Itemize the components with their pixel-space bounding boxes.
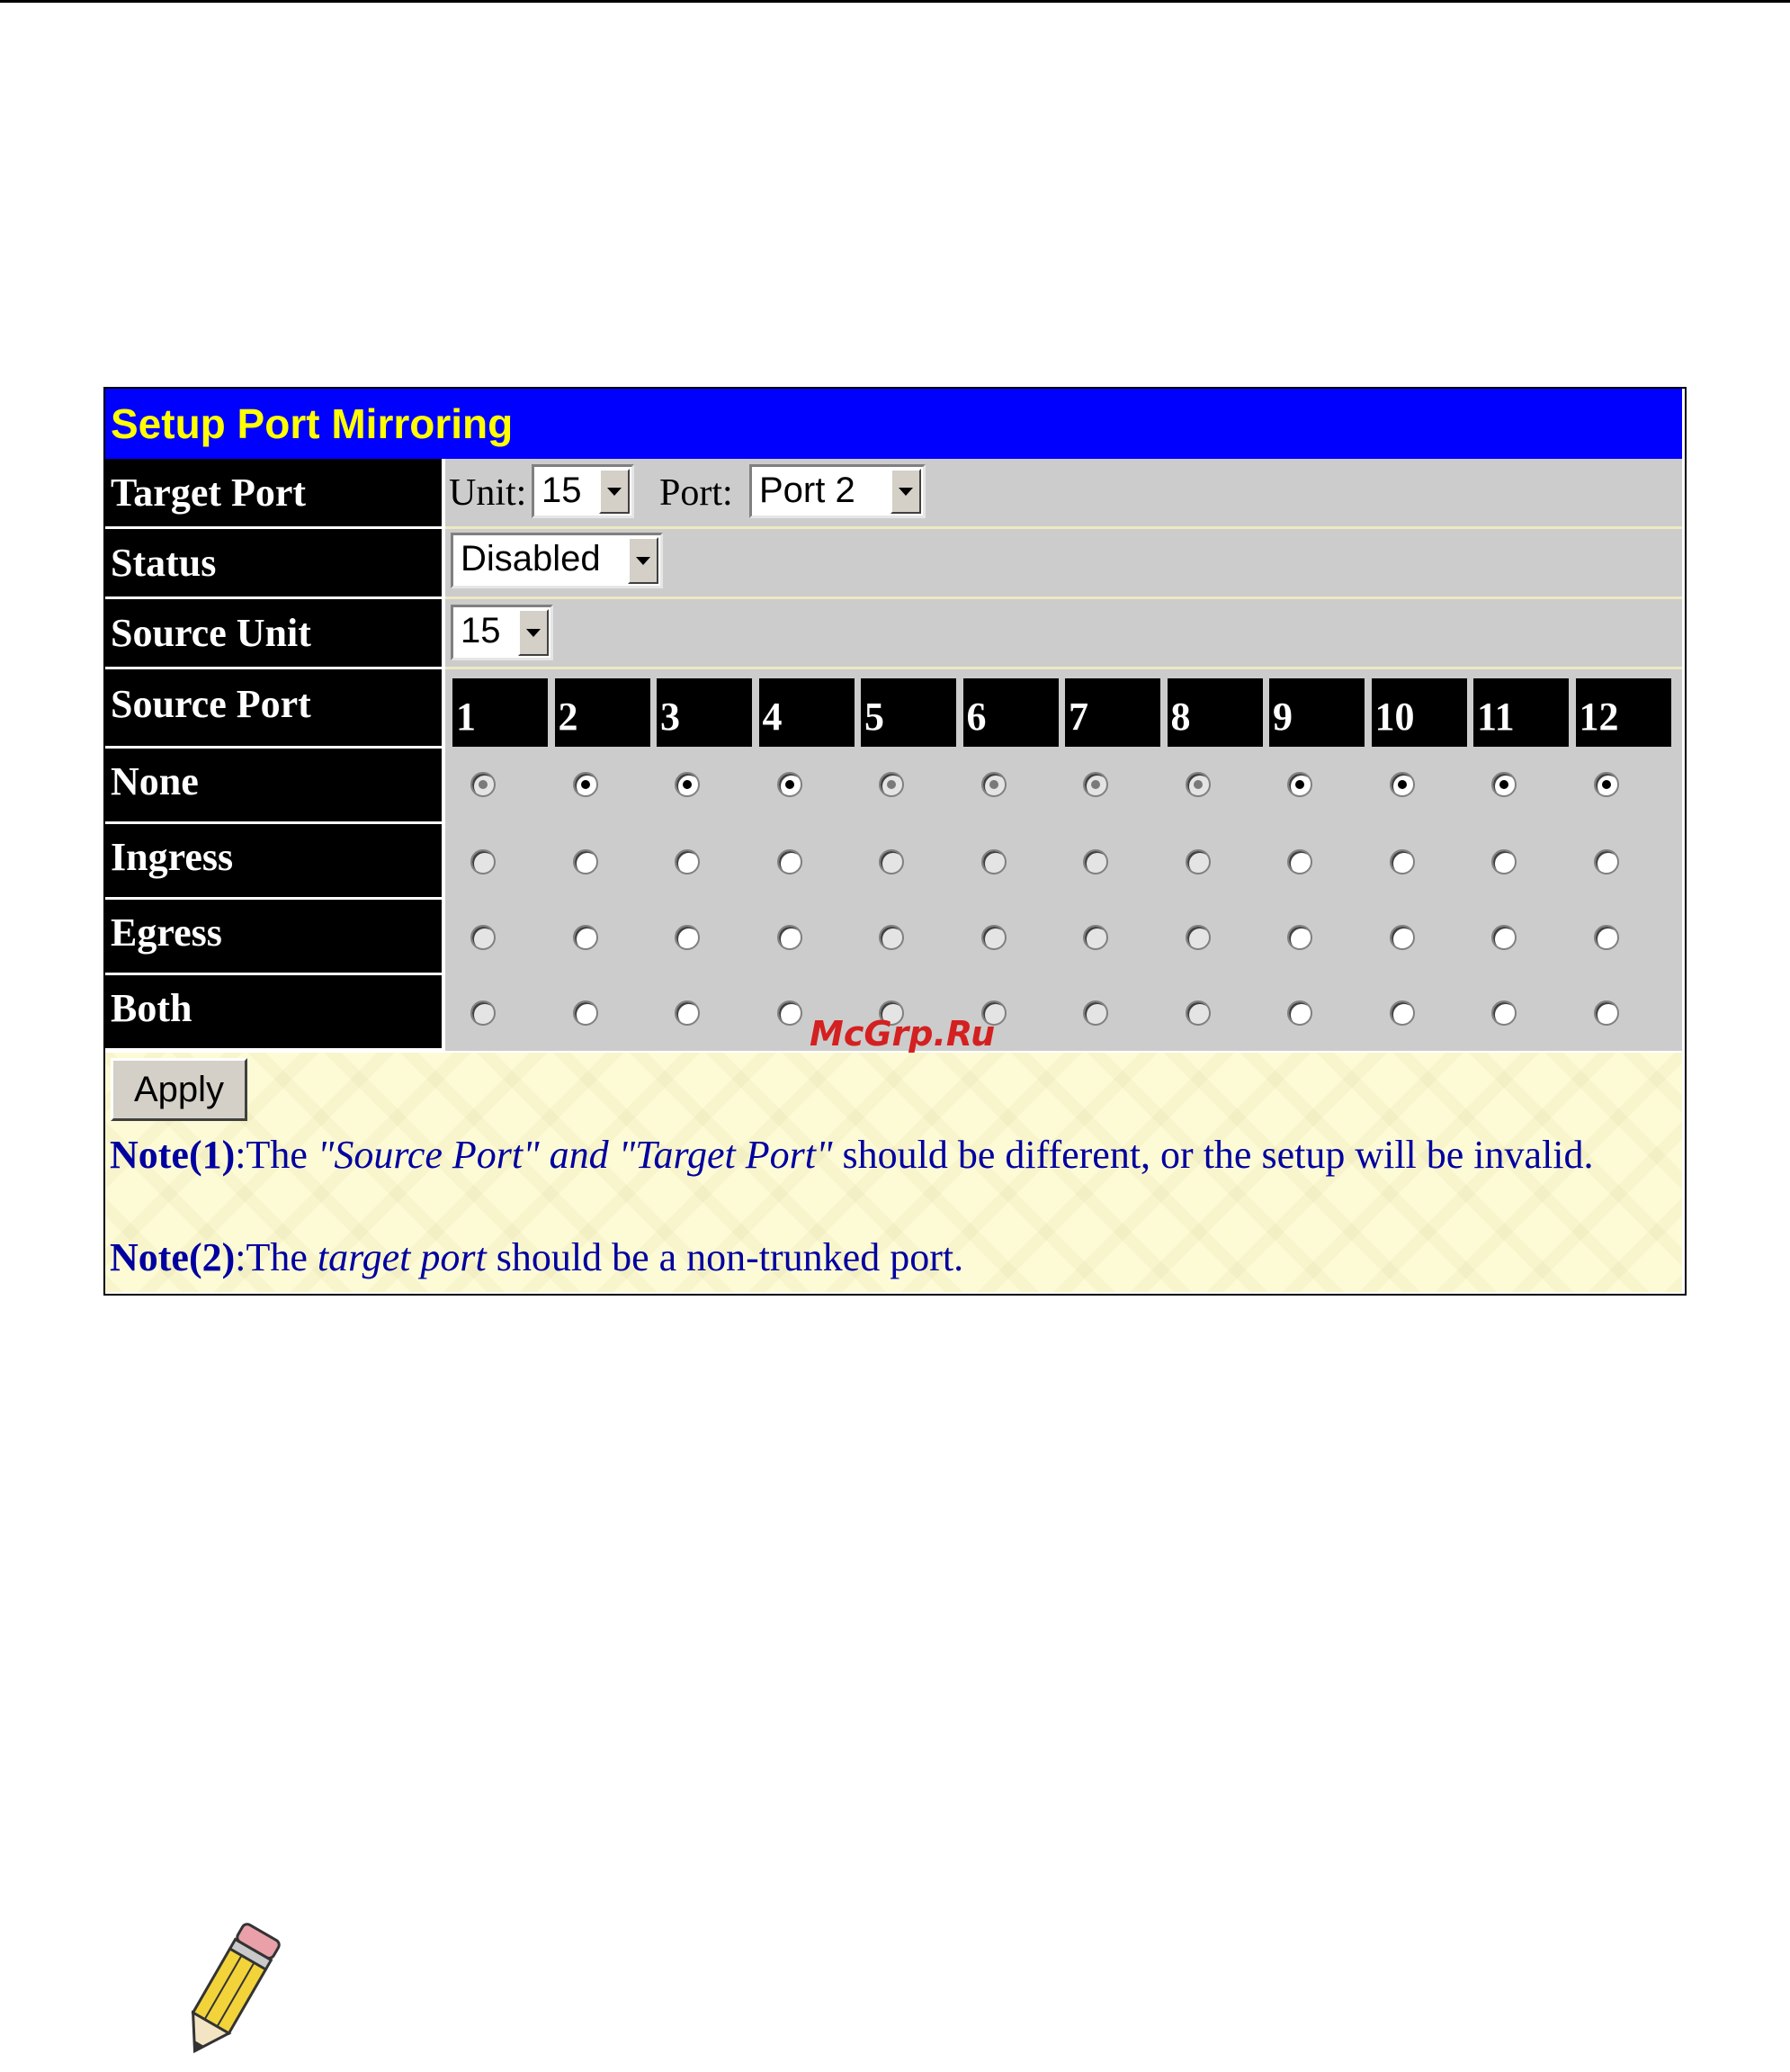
radio-none-port-2[interactable] [573, 772, 598, 797]
radio-egress-port-7[interactable] [1083, 925, 1108, 950]
port-header-3: 3 [657, 678, 752, 747]
status-value [445, 529, 1682, 599]
mode-row-ingress [105, 824, 1682, 900]
radio-ingress-port-8[interactable] [1186, 849, 1211, 875]
radio-egress-port-6[interactable] [981, 925, 1007, 950]
radio-selected-dot [1091, 780, 1100, 789]
radio-none-port-12[interactable] [1594, 772, 1619, 797]
radio-both-port-4[interactable] [777, 1000, 802, 1026]
radio-none-port-1[interactable] [470, 772, 496, 797]
radio-both-port-1[interactable] [470, 1000, 496, 1026]
target-port-value [445, 459, 1682, 529]
radio-ingress-port-6[interactable] [981, 849, 1007, 875]
mode-row-egress [105, 900, 1682, 975]
chevron-down-icon[interactable] [599, 469, 630, 514]
page-title: Setup Port Mirroring [105, 389, 1682, 459]
mode-radios-ingress [445, 824, 1682, 900]
radio-both-port-10[interactable] [1390, 1000, 1415, 1026]
note-1 [110, 1132, 1594, 1178]
radio-selected-dot [479, 780, 488, 789]
target-unit-value: 15 [541, 471, 582, 510]
port-header-6: 6 [963, 678, 1059, 747]
apply-button[interactable]: Apply [111, 1058, 247, 1121]
note-1-prefix: Note(1) [110, 1133, 236, 1177]
source-unit-label: Source Unit [105, 599, 442, 667]
radio-ingress-port-7[interactable] [1083, 849, 1108, 875]
target-port-select[interactable] [749, 464, 926, 518]
radio-none-port-7[interactable] [1083, 772, 1108, 797]
note-2 [110, 1234, 963, 1280]
note-1-text-b: should be different, or the setup will be invalid. [832, 1133, 1594, 1177]
radio-none-port-9[interactable] [1287, 772, 1312, 797]
radio-egress-port-8[interactable] [1186, 925, 1211, 950]
port-header-10: 10 [1372, 678, 1467, 747]
note-1-italic: "Source Port" and "Target Port" [317, 1133, 833, 1177]
mode-radios-both [445, 975, 1682, 1051]
mode-radios-egress [445, 900, 1682, 975]
radio-none-port-6[interactable] [981, 772, 1007, 797]
port-header-5: 5 [861, 678, 956, 747]
radio-none-port-3[interactable] [675, 772, 700, 797]
source-port-row [105, 669, 1682, 749]
target-port-row [105, 459, 1682, 529]
pencil-icon [169, 1915, 291, 2068]
status-label: Status [105, 529, 442, 596]
port-header-8: 8 [1168, 678, 1263, 747]
radio-egress-port-10[interactable] [1390, 925, 1415, 950]
radio-egress-port-1[interactable] [470, 925, 496, 950]
mode-label-none: None [105, 749, 442, 821]
radio-ingress-port-4[interactable] [777, 849, 802, 875]
radio-both-port-9[interactable] [1287, 1000, 1312, 1026]
note-1-text-a: :The [235, 1133, 318, 1177]
radio-both-port-12[interactable] [1594, 1000, 1619, 1026]
radio-none-port-11[interactable] [1491, 772, 1517, 797]
port-header-2: 2 [555, 678, 650, 747]
source-unit-value [445, 599, 1682, 669]
port-header-7: 7 [1065, 678, 1160, 747]
port-header-1: 1 [452, 678, 548, 747]
chevron-down-icon[interactable] [628, 537, 658, 584]
port-label: Port: [659, 472, 733, 514]
radio-none-port-8[interactable] [1186, 772, 1211, 797]
radio-ingress-port-1[interactable] [470, 849, 496, 875]
radio-both-port-2[interactable] [573, 1000, 598, 1026]
radio-selected-dot [581, 780, 590, 789]
note-2-text-a: :The [235, 1235, 318, 1279]
note-2-italic: target port [317, 1235, 487, 1279]
target-unit-select[interactable] [532, 464, 634, 518]
top-rule [0, 0, 1790, 3]
radio-both-port-3[interactable] [675, 1000, 700, 1026]
radio-ingress-port-10[interactable] [1390, 849, 1415, 875]
radio-none-port-10[interactable] [1390, 772, 1415, 797]
radio-egress-port-3[interactable] [675, 925, 700, 950]
radio-selected-dot [1499, 780, 1508, 789]
radio-ingress-port-5[interactable] [879, 849, 904, 875]
chevron-down-icon[interactable] [518, 609, 549, 656]
source-port-headers [445, 669, 1682, 749]
port-mirroring-panel [103, 387, 1687, 1296]
radio-none-port-4[interactable] [777, 772, 802, 797]
radio-selected-dot [1295, 780, 1304, 789]
mode-radios-none [445, 749, 1682, 824]
unit-label: Unit: [449, 472, 527, 514]
radio-selected-dot [887, 780, 896, 789]
port-header-12: 12 [1576, 678, 1671, 747]
radio-selected-dot [1398, 780, 1407, 789]
radio-selected-dot [683, 780, 692, 789]
radio-egress-port-12[interactable] [1594, 925, 1619, 950]
mode-label-both: Both [105, 975, 442, 1048]
radio-ingress-port-3[interactable] [675, 849, 700, 875]
radio-selected-dot [1194, 780, 1203, 789]
radio-egress-port-5[interactable] [879, 925, 904, 950]
radio-ingress-port-9[interactable] [1287, 849, 1312, 875]
radio-egress-port-2[interactable] [573, 925, 598, 950]
port-header-9: 9 [1269, 678, 1365, 747]
note-2-text-b: should be a non-trunked port. [486, 1235, 964, 1279]
watermark: McGrp.Ru [810, 1014, 996, 1054]
mode-label-egress: Egress [105, 900, 442, 973]
source-unit-select-value: 15 [461, 611, 501, 650]
source-unit-select[interactable] [451, 605, 553, 660]
port-header-11: 11 [1473, 678, 1569, 747]
radio-ingress-port-2[interactable] [573, 849, 598, 875]
radio-egress-port-4[interactable] [777, 925, 802, 950]
radio-egress-port-9[interactable] [1287, 925, 1312, 950]
target-port-label: Target Port [105, 459, 442, 526]
radio-both-port-8[interactable] [1186, 1000, 1211, 1026]
status-select-value: Disabled [461, 539, 601, 579]
radio-selected-dot [785, 780, 794, 789]
radio-ingress-port-12[interactable] [1594, 849, 1619, 875]
mode-row-none [105, 749, 1682, 824]
radio-selected-dot [989, 780, 998, 789]
mode-label-ingress: Ingress [105, 824, 442, 897]
radio-egress-port-11[interactable] [1491, 925, 1517, 950]
footer [105, 1053, 1682, 1292]
status-select[interactable] [451, 533, 663, 588]
target-port-select-value: Port 2 [759, 471, 855, 510]
status-row [105, 529, 1682, 599]
radio-both-port-7[interactable] [1083, 1000, 1108, 1026]
radio-ingress-port-11[interactable] [1491, 849, 1517, 875]
radio-none-port-5[interactable] [879, 772, 904, 797]
radio-selected-dot [1602, 780, 1611, 789]
radio-both-port-11[interactable] [1491, 1000, 1517, 1026]
source-unit-row [105, 599, 1682, 669]
port-header-4: 4 [759, 678, 855, 747]
source-port-label: Source Port [105, 669, 442, 746]
chevron-down-icon[interactable] [891, 469, 921, 514]
note-2-prefix: Note(2) [110, 1235, 236, 1279]
